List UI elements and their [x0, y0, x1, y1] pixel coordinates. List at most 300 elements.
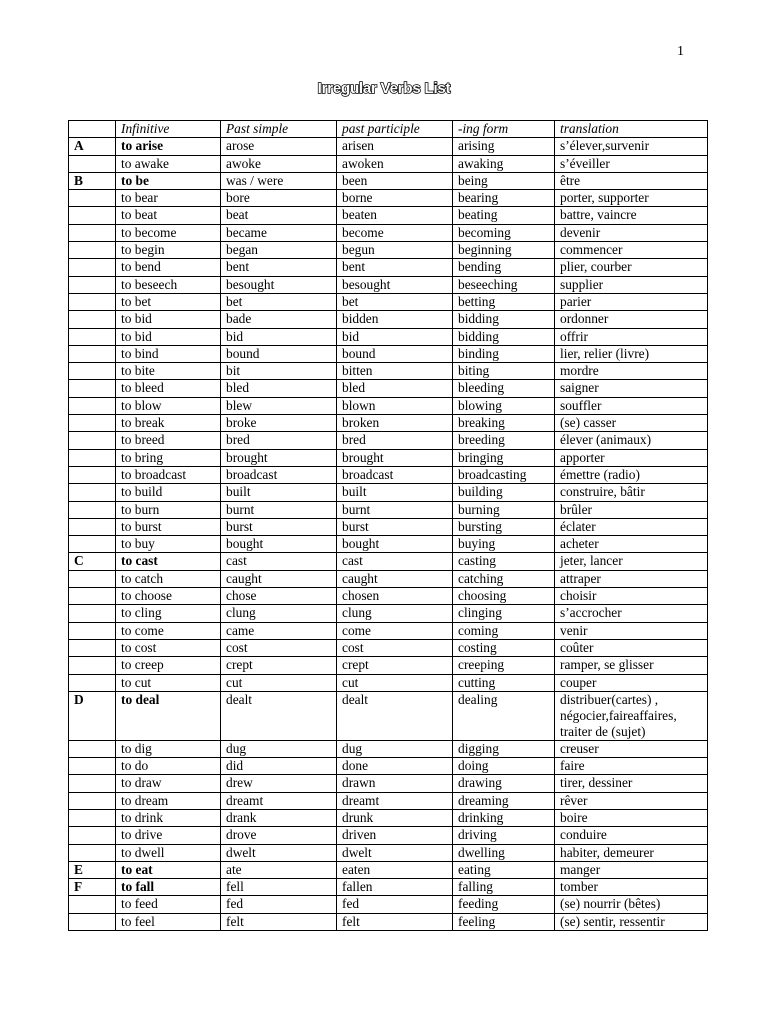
infinitive-cell: to bear — [116, 190, 221, 207]
infinitive-cell: to feed — [116, 896, 221, 913]
ing-form-cell: eating — [453, 861, 555, 878]
translation-cell: conduire — [555, 827, 708, 844]
past-simple-cell: broke — [221, 415, 337, 432]
ing-form-cell: costing — [453, 639, 555, 656]
ing-form-cell: bending — [453, 259, 555, 276]
letter-cell — [69, 674, 116, 691]
table-row — [69, 242, 708, 259]
past-participle-cell: burst — [337, 518, 453, 535]
past-participle-cell: bent — [337, 259, 453, 276]
table-row — [69, 415, 708, 432]
translation-cell: attraper — [555, 570, 708, 587]
translation-cell: couper — [555, 674, 708, 691]
table-row — [69, 775, 708, 792]
past-participle-cell: built — [337, 484, 453, 501]
table-row — [69, 657, 708, 674]
past-simple-cell: caught — [221, 570, 337, 587]
table-row — [69, 913, 708, 930]
translation-cell: être — [555, 172, 708, 189]
past-participle-cell: been — [337, 172, 453, 189]
past-participle-cell: chosen — [337, 588, 453, 605]
table-row — [69, 639, 708, 656]
past-participle-cell: cut — [337, 674, 453, 691]
past-participle-cell: brought — [337, 449, 453, 466]
letter-cell — [69, 740, 116, 757]
ing-form-cell: feeding — [453, 896, 555, 913]
translation-cell: habiter, demeurer — [555, 844, 708, 861]
past-simple-cell: burst — [221, 518, 337, 535]
letter-cell — [69, 363, 116, 380]
ing-form-cell: clinging — [453, 605, 555, 622]
table-row — [69, 674, 708, 691]
past-simple-cell: bade — [221, 311, 337, 328]
infinitive-cell: to broadcast — [116, 466, 221, 483]
letter-cell: C — [69, 553, 116, 570]
translation-cell: tomber — [555, 879, 708, 896]
table-row — [69, 328, 708, 345]
ing-form-cell: feeling — [453, 913, 555, 930]
infinitive-cell: to feel — [116, 913, 221, 930]
letter-cell — [69, 809, 116, 826]
header-translation: translation — [555, 121, 708, 138]
infinitive-cell: to come — [116, 622, 221, 639]
infinitive-cell: to dig — [116, 740, 221, 757]
letter-cell — [69, 639, 116, 656]
table-header — [69, 121, 708, 138]
past-simple-cell: broadcast — [221, 466, 337, 483]
ing-form-cell: bidding — [453, 311, 555, 328]
letter-cell — [69, 484, 116, 501]
past-participle-cell: besought — [337, 276, 453, 293]
past-simple-cell: brought — [221, 449, 337, 466]
past-simple-cell: cut — [221, 674, 337, 691]
past-simple-cell: fed — [221, 896, 337, 913]
infinitive-cell: to bleed — [116, 380, 221, 397]
ing-form-cell: doing — [453, 758, 555, 775]
table-row — [69, 155, 708, 172]
ing-form-cell: burning — [453, 501, 555, 518]
table-row — [69, 570, 708, 587]
infinitive-cell: to cast — [116, 553, 221, 570]
table-row — [69, 605, 708, 622]
past-simple-cell: bit — [221, 363, 337, 380]
ing-form-cell: creeping — [453, 657, 555, 674]
past-participle-cell: fed — [337, 896, 453, 913]
ing-form-cell: dwelling — [453, 844, 555, 861]
past-simple-cell: dwelt — [221, 844, 337, 861]
translation-cell: faire — [555, 758, 708, 775]
translation-cell: éclater — [555, 518, 708, 535]
table-row — [69, 466, 708, 483]
past-participle-cell: bid — [337, 328, 453, 345]
table-row — [69, 224, 708, 241]
past-simple-cell: bet — [221, 293, 337, 310]
past-participle-cell: clung — [337, 605, 453, 622]
letter-cell — [69, 293, 116, 310]
translation-cell: porter, supporter — [555, 190, 708, 207]
infinitive-cell: to dwell — [116, 844, 221, 861]
table-row — [69, 827, 708, 844]
infinitive-cell: to drink — [116, 809, 221, 826]
past-participle-cell: bet — [337, 293, 453, 310]
ing-form-cell: coming — [453, 622, 555, 639]
ing-form-cell: bursting — [453, 518, 555, 535]
table-row — [69, 758, 708, 775]
translation-cell: tirer, dessiner — [555, 775, 708, 792]
infinitive-cell: to do — [116, 758, 221, 775]
translation-cell: s’éveiller — [555, 155, 708, 172]
ing-form-cell: buying — [453, 536, 555, 553]
ing-form-cell: beating — [453, 207, 555, 224]
past-participle-cell: begun — [337, 242, 453, 259]
translation-cell: saigner — [555, 380, 708, 397]
translation-cell: ordonner — [555, 311, 708, 328]
infinitive-cell: to be — [116, 172, 221, 189]
translation-cell: brûler — [555, 501, 708, 518]
ing-form-cell: blowing — [453, 397, 555, 414]
table-row — [69, 740, 708, 757]
past-simple-cell: dug — [221, 740, 337, 757]
irregular-verbs-table — [68, 120, 708, 931]
table-row — [69, 449, 708, 466]
infinitive-cell: to eat — [116, 861, 221, 878]
header-past-participle: past participle — [337, 121, 453, 138]
translation-cell: émettre (radio) — [555, 466, 708, 483]
translation-cell: offrir — [555, 328, 708, 345]
translation-cell: élever (animaux) — [555, 432, 708, 449]
past-participle-cell: awoken — [337, 155, 453, 172]
past-participle-cell: driven — [337, 827, 453, 844]
past-participle-cell: dreamt — [337, 792, 453, 809]
table-row — [69, 691, 708, 740]
past-participle-cell: become — [337, 224, 453, 241]
ing-form-cell: awaking — [453, 155, 555, 172]
past-simple-cell: bought — [221, 536, 337, 553]
translation-cell: distribuer(cartes) , négocier,faireaffaires, traiter de (sujet) — [555, 691, 708, 740]
infinitive-cell: to become — [116, 224, 221, 241]
table-row — [69, 484, 708, 501]
letter-cell: A — [69, 138, 116, 155]
ing-form-cell: falling — [453, 879, 555, 896]
ing-form-cell: drawing — [453, 775, 555, 792]
ing-form-cell: choosing — [453, 588, 555, 605]
letter-cell — [69, 397, 116, 414]
translation-cell: jeter, lancer — [555, 553, 708, 570]
letter-cell — [69, 775, 116, 792]
translation-cell: apporter — [555, 449, 708, 466]
past-participle-cell: felt — [337, 913, 453, 930]
translation-cell: choisir — [555, 588, 708, 605]
past-simple-cell: became — [221, 224, 337, 241]
ing-form-cell: bearing — [453, 190, 555, 207]
table-row — [69, 207, 708, 224]
past-participle-cell: come — [337, 622, 453, 639]
translation-cell: devenir — [555, 224, 708, 241]
past-participle-cell: broken — [337, 415, 453, 432]
translation-cell: venir — [555, 622, 708, 639]
letter-cell — [69, 345, 116, 362]
past-participle-cell: borne — [337, 190, 453, 207]
table-row — [69, 345, 708, 362]
ing-form-cell: catching — [453, 570, 555, 587]
infinitive-cell: to dream — [116, 792, 221, 809]
ing-form-cell: betting — [453, 293, 555, 310]
ing-form-cell: broadcasting — [453, 466, 555, 483]
past-participle-cell: fallen — [337, 879, 453, 896]
infinitive-cell: to bet — [116, 293, 221, 310]
ing-form-cell: dreaming — [453, 792, 555, 809]
letter-cell — [69, 844, 116, 861]
letter-cell — [69, 536, 116, 553]
translation-cell: s’accrocher — [555, 605, 708, 622]
translation-cell: (se) sentir, ressentir — [555, 913, 708, 930]
infinitive-cell: to begin — [116, 242, 221, 259]
translation-cell: s’élever,survenir — [555, 138, 708, 155]
translation-cell: battre, vaincre — [555, 207, 708, 224]
past-participle-cell: beaten — [337, 207, 453, 224]
ing-form-cell: building — [453, 484, 555, 501]
past-participle-cell: burnt — [337, 501, 453, 518]
past-simple-cell: beat — [221, 207, 337, 224]
header-row — [69, 121, 708, 138]
ing-form-cell: dealing — [453, 691, 555, 740]
table-row — [69, 844, 708, 861]
infinitive-cell: to cling — [116, 605, 221, 622]
infinitive-cell: to breed — [116, 432, 221, 449]
ing-form-cell: beginning — [453, 242, 555, 259]
page-title — [0, 80, 768, 97]
past-simple-cell: came — [221, 622, 337, 639]
past-simple-cell: blew — [221, 397, 337, 414]
page-number: 1 — [677, 44, 684, 59]
infinitive-cell: to bring — [116, 449, 221, 466]
letter-cell — [69, 276, 116, 293]
past-participle-cell: bidden — [337, 311, 453, 328]
translation-cell: supplier — [555, 276, 708, 293]
ing-form-cell: bleeding — [453, 380, 555, 397]
ing-form-cell: drinking — [453, 809, 555, 826]
ing-form-cell: biting — [453, 363, 555, 380]
past-simple-cell: drove — [221, 827, 337, 844]
past-simple-cell: dealt — [221, 691, 337, 740]
past-participle-cell: dealt — [337, 691, 453, 740]
translation-cell: ramper, se glisser — [555, 657, 708, 674]
infinitive-cell: to bend — [116, 259, 221, 276]
letter-cell — [69, 518, 116, 535]
ing-form-cell: bidding — [453, 328, 555, 345]
translation-cell: (se) casser — [555, 415, 708, 432]
header-infinitive: Infinitive — [116, 121, 221, 138]
letter-cell — [69, 913, 116, 930]
table-body — [69, 138, 708, 931]
past-participle-cell: blown — [337, 397, 453, 414]
letter-cell — [69, 792, 116, 809]
table-row — [69, 553, 708, 570]
translation-cell: commencer — [555, 242, 708, 259]
letter-cell — [69, 224, 116, 241]
letter-cell — [69, 657, 116, 674]
infinitive-cell: to break — [116, 415, 221, 432]
past-simple-cell: besought — [221, 276, 337, 293]
past-participle-cell: cast — [337, 553, 453, 570]
ing-form-cell: breaking — [453, 415, 555, 432]
translation-cell: parier — [555, 293, 708, 310]
infinitive-cell: to beat — [116, 207, 221, 224]
translation-cell: manger — [555, 861, 708, 878]
table-row — [69, 172, 708, 189]
infinitive-cell: to catch — [116, 570, 221, 587]
past-simple-cell: ate — [221, 861, 337, 878]
past-participle-cell: bred — [337, 432, 453, 449]
letter-cell — [69, 207, 116, 224]
past-participle-cell: done — [337, 758, 453, 775]
infinitive-cell: to cut — [116, 674, 221, 691]
translation-cell: mordre — [555, 363, 708, 380]
table-row — [69, 861, 708, 878]
infinitive-cell: to bid — [116, 328, 221, 345]
past-participle-cell: drawn — [337, 775, 453, 792]
translation-cell: souffler — [555, 397, 708, 414]
ing-form-cell: bringing — [453, 449, 555, 466]
past-simple-cell: bore — [221, 190, 337, 207]
table-row — [69, 380, 708, 397]
past-participle-cell: drunk — [337, 809, 453, 826]
letter-cell — [69, 155, 116, 172]
past-simple-cell: bound — [221, 345, 337, 362]
letter-cell — [69, 570, 116, 587]
past-simple-cell: cast — [221, 553, 337, 570]
table-row — [69, 879, 708, 896]
past-participle-cell: dug — [337, 740, 453, 757]
ing-form-cell: breeding — [453, 432, 555, 449]
table-row — [69, 397, 708, 414]
past-simple-cell: felt — [221, 913, 337, 930]
past-simple-cell: began — [221, 242, 337, 259]
letter-cell: E — [69, 861, 116, 878]
table-row — [69, 276, 708, 293]
letter-cell — [69, 328, 116, 345]
letter-cell — [69, 466, 116, 483]
infinitive-cell: to burn — [116, 501, 221, 518]
translation-cell: rêver — [555, 792, 708, 809]
ing-form-cell: arising — [453, 138, 555, 155]
translation-cell: plier, courber — [555, 259, 708, 276]
infinitive-cell: to creep — [116, 657, 221, 674]
table-row — [69, 809, 708, 826]
ing-form-cell: being — [453, 172, 555, 189]
table-row — [69, 311, 708, 328]
past-participle-cell: bled — [337, 380, 453, 397]
infinitive-cell: to cost — [116, 639, 221, 656]
infinitive-cell: to fall — [116, 879, 221, 896]
table-row — [69, 622, 708, 639]
past-participle-cell: broadcast — [337, 466, 453, 483]
letter-cell — [69, 311, 116, 328]
letter-cell — [69, 449, 116, 466]
past-participle-cell: cost — [337, 639, 453, 656]
infinitive-cell: to bite — [116, 363, 221, 380]
past-simple-cell: dreamt — [221, 792, 337, 809]
letter-cell: F — [69, 879, 116, 896]
table-row — [69, 138, 708, 155]
table-row — [69, 363, 708, 380]
past-simple-cell: arose — [221, 138, 337, 155]
infinitive-cell: to deal — [116, 691, 221, 740]
header-letter — [69, 121, 116, 138]
table-row — [69, 293, 708, 310]
infinitive-cell: to beseech — [116, 276, 221, 293]
translation-cell: acheter — [555, 536, 708, 553]
infinitive-cell: to awake — [116, 155, 221, 172]
table-row — [69, 792, 708, 809]
past-simple-cell: did — [221, 758, 337, 775]
translation-cell: construire, bâtir — [555, 484, 708, 501]
infinitive-cell: to bind — [116, 345, 221, 362]
table-row — [69, 588, 708, 605]
infinitive-cell: to buy — [116, 536, 221, 553]
letter-cell — [69, 501, 116, 518]
past-simple-cell: chose — [221, 588, 337, 605]
past-simple-cell: built — [221, 484, 337, 501]
table-row — [69, 896, 708, 913]
past-participle-cell: arisen — [337, 138, 453, 155]
letter-cell — [69, 605, 116, 622]
past-simple-cell: clung — [221, 605, 337, 622]
past-simple-cell: bled — [221, 380, 337, 397]
header-past-simple: Past simple — [221, 121, 337, 138]
past-participle-cell: bitten — [337, 363, 453, 380]
translation-cell: (se) nourrir (bêtes) — [555, 896, 708, 913]
table-row — [69, 432, 708, 449]
infinitive-cell: to build — [116, 484, 221, 501]
letter-cell: D — [69, 691, 116, 740]
letter-cell — [69, 259, 116, 276]
letter-cell — [69, 588, 116, 605]
past-participle-cell: bound — [337, 345, 453, 362]
infinitive-cell: to burst — [116, 518, 221, 535]
past-simple-cell: fell — [221, 879, 337, 896]
past-simple-cell: cost — [221, 639, 337, 656]
table-row — [69, 501, 708, 518]
header-ing-form: -ing form — [453, 121, 555, 138]
translation-cell: lier, relier (livre) — [555, 345, 708, 362]
ing-form-cell: digging — [453, 740, 555, 757]
past-simple-cell: awoke — [221, 155, 337, 172]
table-row — [69, 536, 708, 553]
infinitive-cell: to arise — [116, 138, 221, 155]
ing-form-cell: beseeching — [453, 276, 555, 293]
ing-form-cell: driving — [453, 827, 555, 844]
translation-cell: creuser — [555, 740, 708, 757]
letter-cell — [69, 190, 116, 207]
past-participle-cell: bought — [337, 536, 453, 553]
past-participle-cell: crept — [337, 657, 453, 674]
past-participle-cell: dwelt — [337, 844, 453, 861]
table-row — [69, 190, 708, 207]
past-simple-cell: bred — [221, 432, 337, 449]
past-participle-cell: eaten — [337, 861, 453, 878]
past-simple-cell: drew — [221, 775, 337, 792]
letter-cell — [69, 242, 116, 259]
letter-cell — [69, 415, 116, 432]
past-simple-cell: bid — [221, 328, 337, 345]
ing-form-cell: casting — [453, 553, 555, 570]
past-simple-cell: bent — [221, 259, 337, 276]
infinitive-cell: to drive — [116, 827, 221, 844]
ing-form-cell: becoming — [453, 224, 555, 241]
past-simple-cell: burnt — [221, 501, 337, 518]
infinitive-cell: to choose — [116, 588, 221, 605]
